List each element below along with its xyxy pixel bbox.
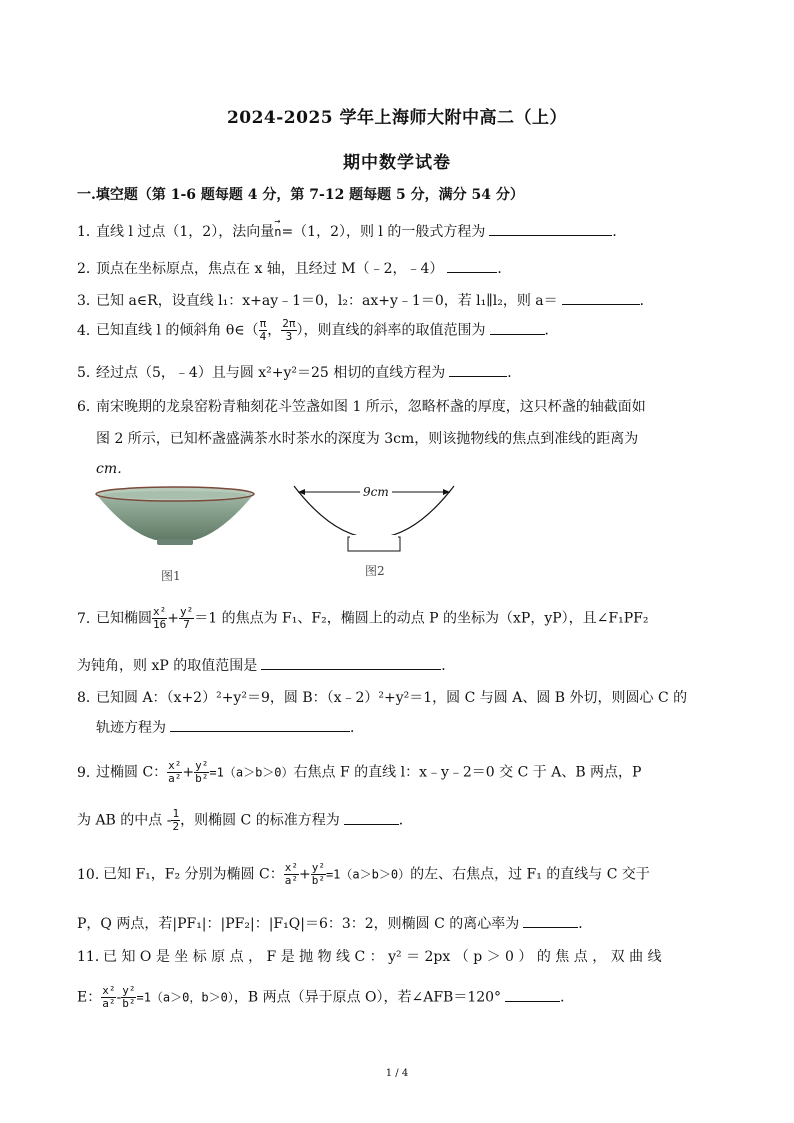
page-number: 1 / 4: [385, 1068, 409, 1079]
figure-1-bowl-image: [93, 484, 257, 556]
question-3: 3．已知 a∈R，设直线 l₁：x+ay﹣1＝0，l₂：ax+y﹣1＝0，若 l₁∥l₂，则 a＝ ．: [77, 293, 654, 309]
figure-1-caption: 图1: [161, 569, 181, 583]
question-2: 2．顶点在坐标原点，焦点在 x 轴，且经过 M（﹣2，﹣4） ．: [77, 261, 512, 277]
answer-blank-7[interactable]: [261, 657, 441, 670]
question-10: 10．已知 F₁，F₂ 分别为椭圆 C： $\frac{\text{x²}}{\text{a²}}$ + $\frac{\text{y²}}{\text{b²}}$ =1（a＞b＞0）的左、右焦点，过 F₁ 的直线与 C 交于: [77, 861, 650, 887]
exam-subtitle: 期中数学试卷: [343, 153, 451, 173]
question-10-line2: P，Q 两点，若|PF₁|：|PF₂|：|F₁Q|＝6：3：2，则椭圆 C 的离心率为 ．: [77, 916, 593, 932]
question-11-line2: E： $\frac{\text{x²}}{\text{a²}}$ - $\frac{\text{y²}}{\text{b²}}$ =1（a＞0，b＞0），B 两点（异于原点 O），若∠AFB＝120° ．: [77, 984, 575, 1010]
question-7: 7．已知椭圆 $\frac{\text{x²}}{16}$ + $\frac{\text{y²}}{7}$ ＝1 的焦点为 F₁、F₂，椭圆上的动点 P 的坐标为（xP，yP），且∠F₁PF₂: [77, 605, 649, 631]
question-11: 11．已 知 O 是 坐 标 原 点 ， F 是 抛 物 线 C ： y² ＝ 2px （ p ＞ 0 ） 的 焦 点 ， 双 曲 线: [77, 949, 662, 965]
question-9: 9．过椭圆 C： $\frac{\text{x²}}{\text{a²}}$ + $\frac{\text{y²}}{\text{b²}}$ =1（a＞b＞0）右焦点 F 的直线 l：x﹣y﹣2＝0 交 C 于 A、B 两点，P: [77, 759, 642, 785]
answer-blank-11[interactable]: [505, 989, 560, 1002]
question-8: 8．已知圆 A：（x+2）²+y²＝9，圆 B：（x﹣2）²+y²＝1，圆 C 与圆 A、圆 B 外切，则圆心 C 的: [77, 690, 688, 706]
question-1: 1．直线 l 过点（1，2），法向量→ n=（1，2），则 l 的一般式方程为 ．: [77, 221, 626, 241]
section-heading: 一.填空题（第 1-6 题每题 4 分，第 7-12 题每题 5 分，满分 54 分）: [77, 187, 524, 203]
question-6-line2: 图 2 所示，已知杯盏盛满茶水时茶水的深度为 3cm，则该抛物线的焦点到准线的距离为: [96, 431, 639, 447]
answer-blank-1[interactable]: [489, 223, 612, 236]
answer-blank-9[interactable]: [344, 812, 399, 825]
answer-blank-4[interactable]: [490, 322, 545, 335]
question-6: 6．南宋晚期的龙泉窑粉青釉刻花斗笠盏如图 1 所示，忽略杯盏的厚度，这只杯盏的轴截面如: [77, 399, 646, 415]
exam-title: 2024-2025 学年上海师大附中高二（上）: [226, 108, 568, 128]
answer-blank-5[interactable]: [449, 364, 507, 377]
question-8-line2: 轨迹方程为 ．: [96, 720, 364, 736]
question-7-line2: 为钝角，则 xP 的取值范围是 ．: [77, 658, 456, 674]
figure-2-caption: 图2: [365, 564, 385, 578]
figure-2-width-label: 9cm: [360, 485, 392, 499]
answer-blank-2[interactable]: [447, 260, 497, 273]
answer-blank-10[interactable]: [523, 915, 578, 928]
answer-blank-8[interactable]: [170, 719, 350, 732]
question-6-line3: cm．: [96, 461, 132, 477]
question-4: 4．已知直线 l 的倾斜角 θ∈（ $\frac{\pi}{4}$ ， $\frac{2\pi}{3}$ ），则直线的斜率的取值范围为 ．: [77, 317, 559, 343]
question-9-line2: 为 AB 的中点 - $\frac{1}{2}$ ，则椭圆 C 的标准方程为 ．: [77, 807, 413, 833]
answer-blank-3[interactable]: [562, 292, 640, 305]
vector-n: → n: [274, 225, 281, 239]
question-5: 5．经过点（5，﹣4）且与圆 x²+y²＝25 相切的直线方程为 ．: [77, 365, 522, 381]
